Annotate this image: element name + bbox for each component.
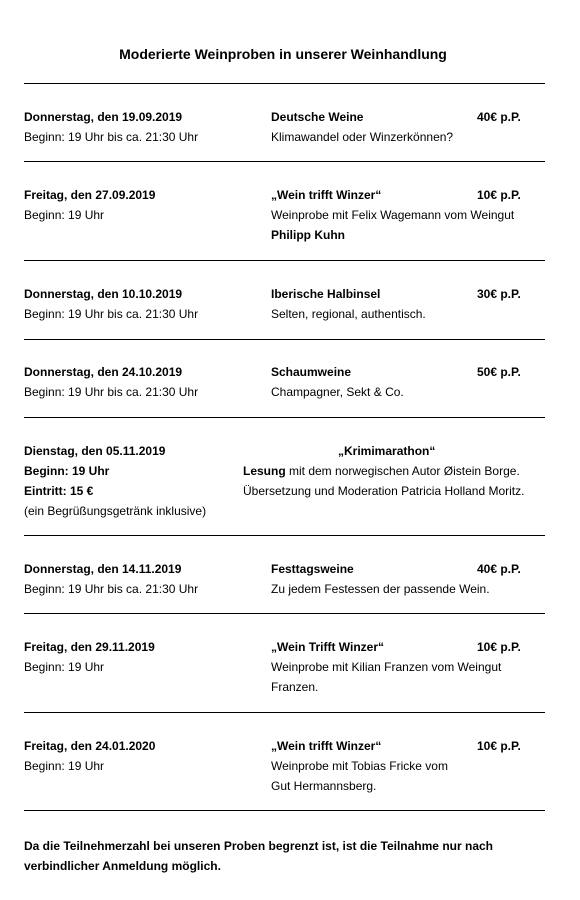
event-date: Donnerstag, den 10.10.2019 [24, 287, 183, 301]
event-date: Freitag, den 24.01.2020 [24, 739, 156, 753]
event-name: Deutsche Weine [271, 110, 364, 124]
event-description-2: Franzen. [271, 680, 319, 694]
event-time: Beginn: 19 Uhr bis ca. 21:30 Uhr [24, 130, 199, 144]
event-price: 30€ p.P. [477, 287, 521, 301]
registration-notice: Da die Teilnehmerzahl bei unseren Proben begrenzt ist, ist die Teilnahme nur nach verbindlicher Anmeldung möglich. [24, 839, 493, 873]
event-name: Iberische Halbinsel [271, 287, 381, 301]
event-description: Weinprobe mit Felix Wagemann vom Weingut [271, 208, 515, 222]
reading-text: mit dem norwegischen Autor Øistein Borge. [285, 464, 520, 478]
event-description: Selten, regional, authentisch. [271, 307, 426, 321]
event-price: 40€ p.P. [477, 110, 521, 124]
event-time: Beginn: 19 Uhr [24, 464, 110, 478]
event-name: „Wein Trifft Winzer“ [271, 640, 385, 654]
event-time: Beginn: 19 Uhr [24, 660, 105, 674]
divider [24, 83, 545, 84]
event-date: Dienstag, den 05.11.2019 [24, 444, 166, 458]
event-date: Donnerstag, den 19.09.2019 [24, 110, 183, 124]
event-entry-fee: Eintritt: 15 € [24, 484, 94, 498]
event-description-2: Gut Hermannsberg. [271, 779, 377, 793]
event-description: Zu jedem Festessen der passende Wein. [271, 582, 490, 596]
event-price: 10€ p.P. [477, 188, 521, 202]
divider [24, 535, 545, 536]
divider [24, 339, 545, 340]
event-description [243, 464, 520, 478]
event-description: Champagner, Sekt & Co. [271, 385, 404, 399]
divider [24, 613, 545, 614]
event-name: Schaumweine [271, 365, 352, 379]
event-description: Weinprobe mit Kilian Franzen vom Weingut [271, 660, 502, 674]
divider [24, 712, 545, 713]
event-time: Beginn: 19 Uhr [24, 208, 105, 222]
event-price: 50€ p.P. [477, 365, 521, 379]
event-note: (ein Begrüßungsgetränk inklusive) [24, 504, 207, 518]
event-time: Beginn: 19 Uhr [24, 759, 105, 773]
event-name: Festtagsweine [271, 562, 354, 576]
divider [24, 161, 545, 162]
event-price: 10€ p.P. [477, 640, 521, 654]
event-description: Klimawandel oder Winzerkönnen? [271, 130, 454, 144]
event-date: Donnerstag, den 24.10.2019 [24, 365, 183, 379]
divider [24, 810, 545, 811]
event-time: Beginn: 19 Uhr bis ca. 21:30 Uhr [24, 582, 199, 596]
event-name: „Wein trifft Winzer“ [271, 188, 382, 202]
event-time: Beginn: 19 Uhr bis ca. 21:30 Uhr [24, 385, 199, 399]
event-price: 10€ p.P. [477, 739, 521, 753]
event-date: Freitag, den 29.11.2019 [24, 640, 155, 654]
reading-label: Lesung [243, 464, 286, 478]
event-date: Donnerstag, den 14.11.2019 [24, 562, 182, 576]
event-description-2: Übersetzung und Moderation Patricia Holland Moritz. [243, 484, 525, 498]
page-title: Moderierte Weinproben in unserer Weinhandlung [119, 46, 447, 62]
divider [24, 417, 545, 418]
event-name: „Krimimarathon“ [338, 444, 436, 458]
event-date: Freitag, den 27.09.2019 [24, 188, 156, 202]
event-description: Weinprobe mit Tobias Fricke vom [271, 759, 448, 773]
event-description-2: Philipp Kuhn [271, 228, 345, 242]
divider [24, 260, 545, 261]
event-name: „Wein trifft Winzer“ [271, 739, 382, 753]
event-time: Beginn: 19 Uhr bis ca. 21:30 Uhr [24, 307, 199, 321]
event-price: 40€ p.P. [477, 562, 521, 576]
